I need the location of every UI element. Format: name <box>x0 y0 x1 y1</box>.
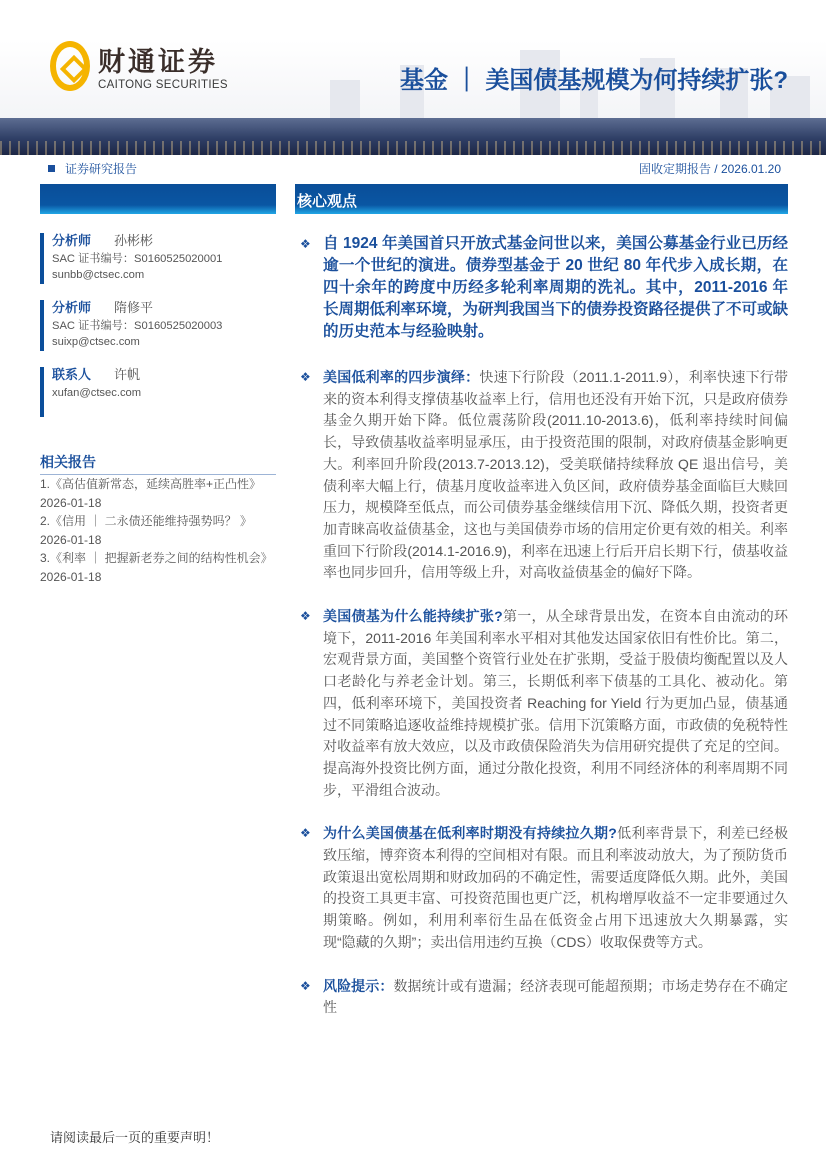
logo-cn: 财通证券 <box>98 47 218 78</box>
key-point-text: 快速下行阶段（2011.1-2011.9），利率快速下行带来的资本利得支撑债基收益率上行，信用也还没有开始下沉，只是政府债券基金久期开始下降。低位震荡阶段(2011.10-2013.6)，低利率持续时间偏长，导致债基收益率明显承压，由于投资范围的限制，对政府债基金影响更大。利率回升阶段(2013.7-2013.12)，受美联储持续释放 QE 退出信号，美债利率大幅上行，债基月度收益率进入负区间，政府债券基金面临巨大赎回压力，规模降至低点，而公司债券基金继续信用下沉、降低久期，投资者更加青睐高收益债基金，这也与美国债券市场的信用定价更有效的相关。利率重回下行阶段(2014.1-2016.9)，利率在迅速上行后开启长期下行，债基收益率也同步回升，信用等级上升，对高收益债基金的偏好下降。 <box>323 369 788 581</box>
left-header-bar <box>40 184 276 214</box>
diamond-bullet-icon: ❖ <box>300 237 311 251</box>
analyst-sac: SAC 证书编号：S0160525020003 <box>52 319 223 332</box>
key-point <box>300 367 788 584</box>
key-point <box>300 976 788 1019</box>
analyst-sac: SAC 证书编号：S0160525020001 <box>52 252 223 265</box>
contact-name: 许帆 <box>114 367 141 382</box>
analyst-card <box>40 233 276 284</box>
contact-role: 联系人 <box>52 367 92 382</box>
analyst-card <box>40 300 276 351</box>
key-point-heading: 美国债基为什么能持续扩张? <box>323 608 503 625</box>
analyst-role: 分析师 <box>52 233 92 248</box>
city-banner-photo <box>0 118 826 155</box>
diamond-bullet-icon: ❖ <box>300 370 311 384</box>
related-report-title[interactable]: 2.《信用 ｜ 二永债还能维持强势吗？ 》 <box>40 514 253 528</box>
key-point-text: 低利率背景下，利差已经极致压缩，博弈资本利得的空间相对有限。而且利率波动放大，为了预防货币政策退出宽松周期和财政加码的不确定性，需要适度降低久期。此外，美国的投资工具更丰富、可投资范围也更广泛，机构增厚收益不一定非要通过久期策略。例如，利用利率衍生品在低资金占用下迅速放大久期暴露，实现“隐藏的久期”；卖出信用违约互换（CDS）收取保费等方式。 <box>323 825 788 950</box>
disclaimer-notice: 请阅读最后一页的重要声明！ <box>50 1130 220 1145</box>
key-point-heading: 风险提示： <box>323 977 394 994</box>
key-point <box>300 606 788 801</box>
analyst-name: 隋修平 <box>114 300 154 315</box>
key-point <box>300 823 788 953</box>
logo-en: CAITONG SECURITIES <box>98 79 228 91</box>
key-point <box>300 233 788 343</box>
analyst-role: 分析师 <box>52 300 92 315</box>
company-logo <box>50 40 228 91</box>
key-point-text: 自 1924 年美国首只开放式基金问世以来，美国公募基金行业已历经逾一个世纪的演进。债券型基金于 20 世纪 80 年代步入成长期，在四十余年的跨度中历经多轮利率周期的洗礼。其中，2011-2016 年长周期低利率环境，为研判我国当下的债券投资路径提供了不可或缺的历史范本与经验映射。 <box>323 235 789 340</box>
key-point-heading: 为什么美国债基在低利率时期没有持续拉久期? <box>323 825 617 842</box>
analyst-email[interactable]: suixp@ctsec.com <box>52 336 140 348</box>
key-point-heading: 美国低利率的四步演绎： <box>323 369 480 385</box>
related-reports <box>40 452 276 586</box>
logo-icon <box>50 41 90 91</box>
key-point-text: 数据统计或有遗漏；经济表现可能超预期；市场走势存在不确定性 <box>323 977 788 1016</box>
related-reports-heading: 相关报告 <box>40 452 276 475</box>
diamond-bullet-icon: ❖ <box>300 978 311 993</box>
square-bullet-icon <box>48 165 55 172</box>
key-points <box>300 233 788 1041</box>
contact-card <box>40 367 276 417</box>
related-report-date: 2026-01-18 <box>40 532 102 547</box>
report-category-date: 固收定期报告 / 2026.01.20 <box>638 162 781 176</box>
analyst-email[interactable]: sunbb@ctsec.com <box>52 269 145 281</box>
diamond-bullet-icon: ❖ <box>300 609 311 624</box>
related-report-date: 2026-01-18 <box>40 569 102 584</box>
contact-email[interactable]: xufan@ctsec.com <box>52 386 142 399</box>
related-report-date: 2026-01-18 <box>40 495 102 510</box>
report-title: 基金 ｜ 美国债基规模为何持续扩张? <box>400 67 788 94</box>
report-type-label: 证券研究报告 <box>65 162 138 176</box>
key-point-text: 第一，从全球背景出发，在资本自由流动的环境下，2011-2016 年美国利率水平相对其他发达国家依旧有性价比。第二，宏观背景方面，美国整个资管行业处在扩张期，受益于股债均衡配置以及人口老龄化与养老金计划。第三，长期低利率下债基的工具化、被动化。第四，低利率环境下，美国投资者 Reaching for Yield 行为更加凸显，债基通过不同策略追逐收益维持规模扩张。信用下沉策略方面，市政债的免税特性对收益率有放大效应，以及市政债保险消失为信用研究提供了充足的空间。提高海外投资比例方面，通过分散化投资，利用不同经济体的利率周期不同步，平滑组合波动。 <box>323 608 788 798</box>
section-title: 核心观点 <box>295 184 788 214</box>
report-type <box>48 160 137 177</box>
related-report-title[interactable]: 3.《利率 ｜ 把握新老券之间的结构性机会》 <box>40 551 273 565</box>
related-report-title[interactable]: 1.《高估值新常态，延续高胜率+正凸性》 <box>40 477 262 491</box>
diamond-bullet-icon: ❖ <box>300 826 311 841</box>
analyst-name: 孙彬彬 <box>114 233 154 248</box>
